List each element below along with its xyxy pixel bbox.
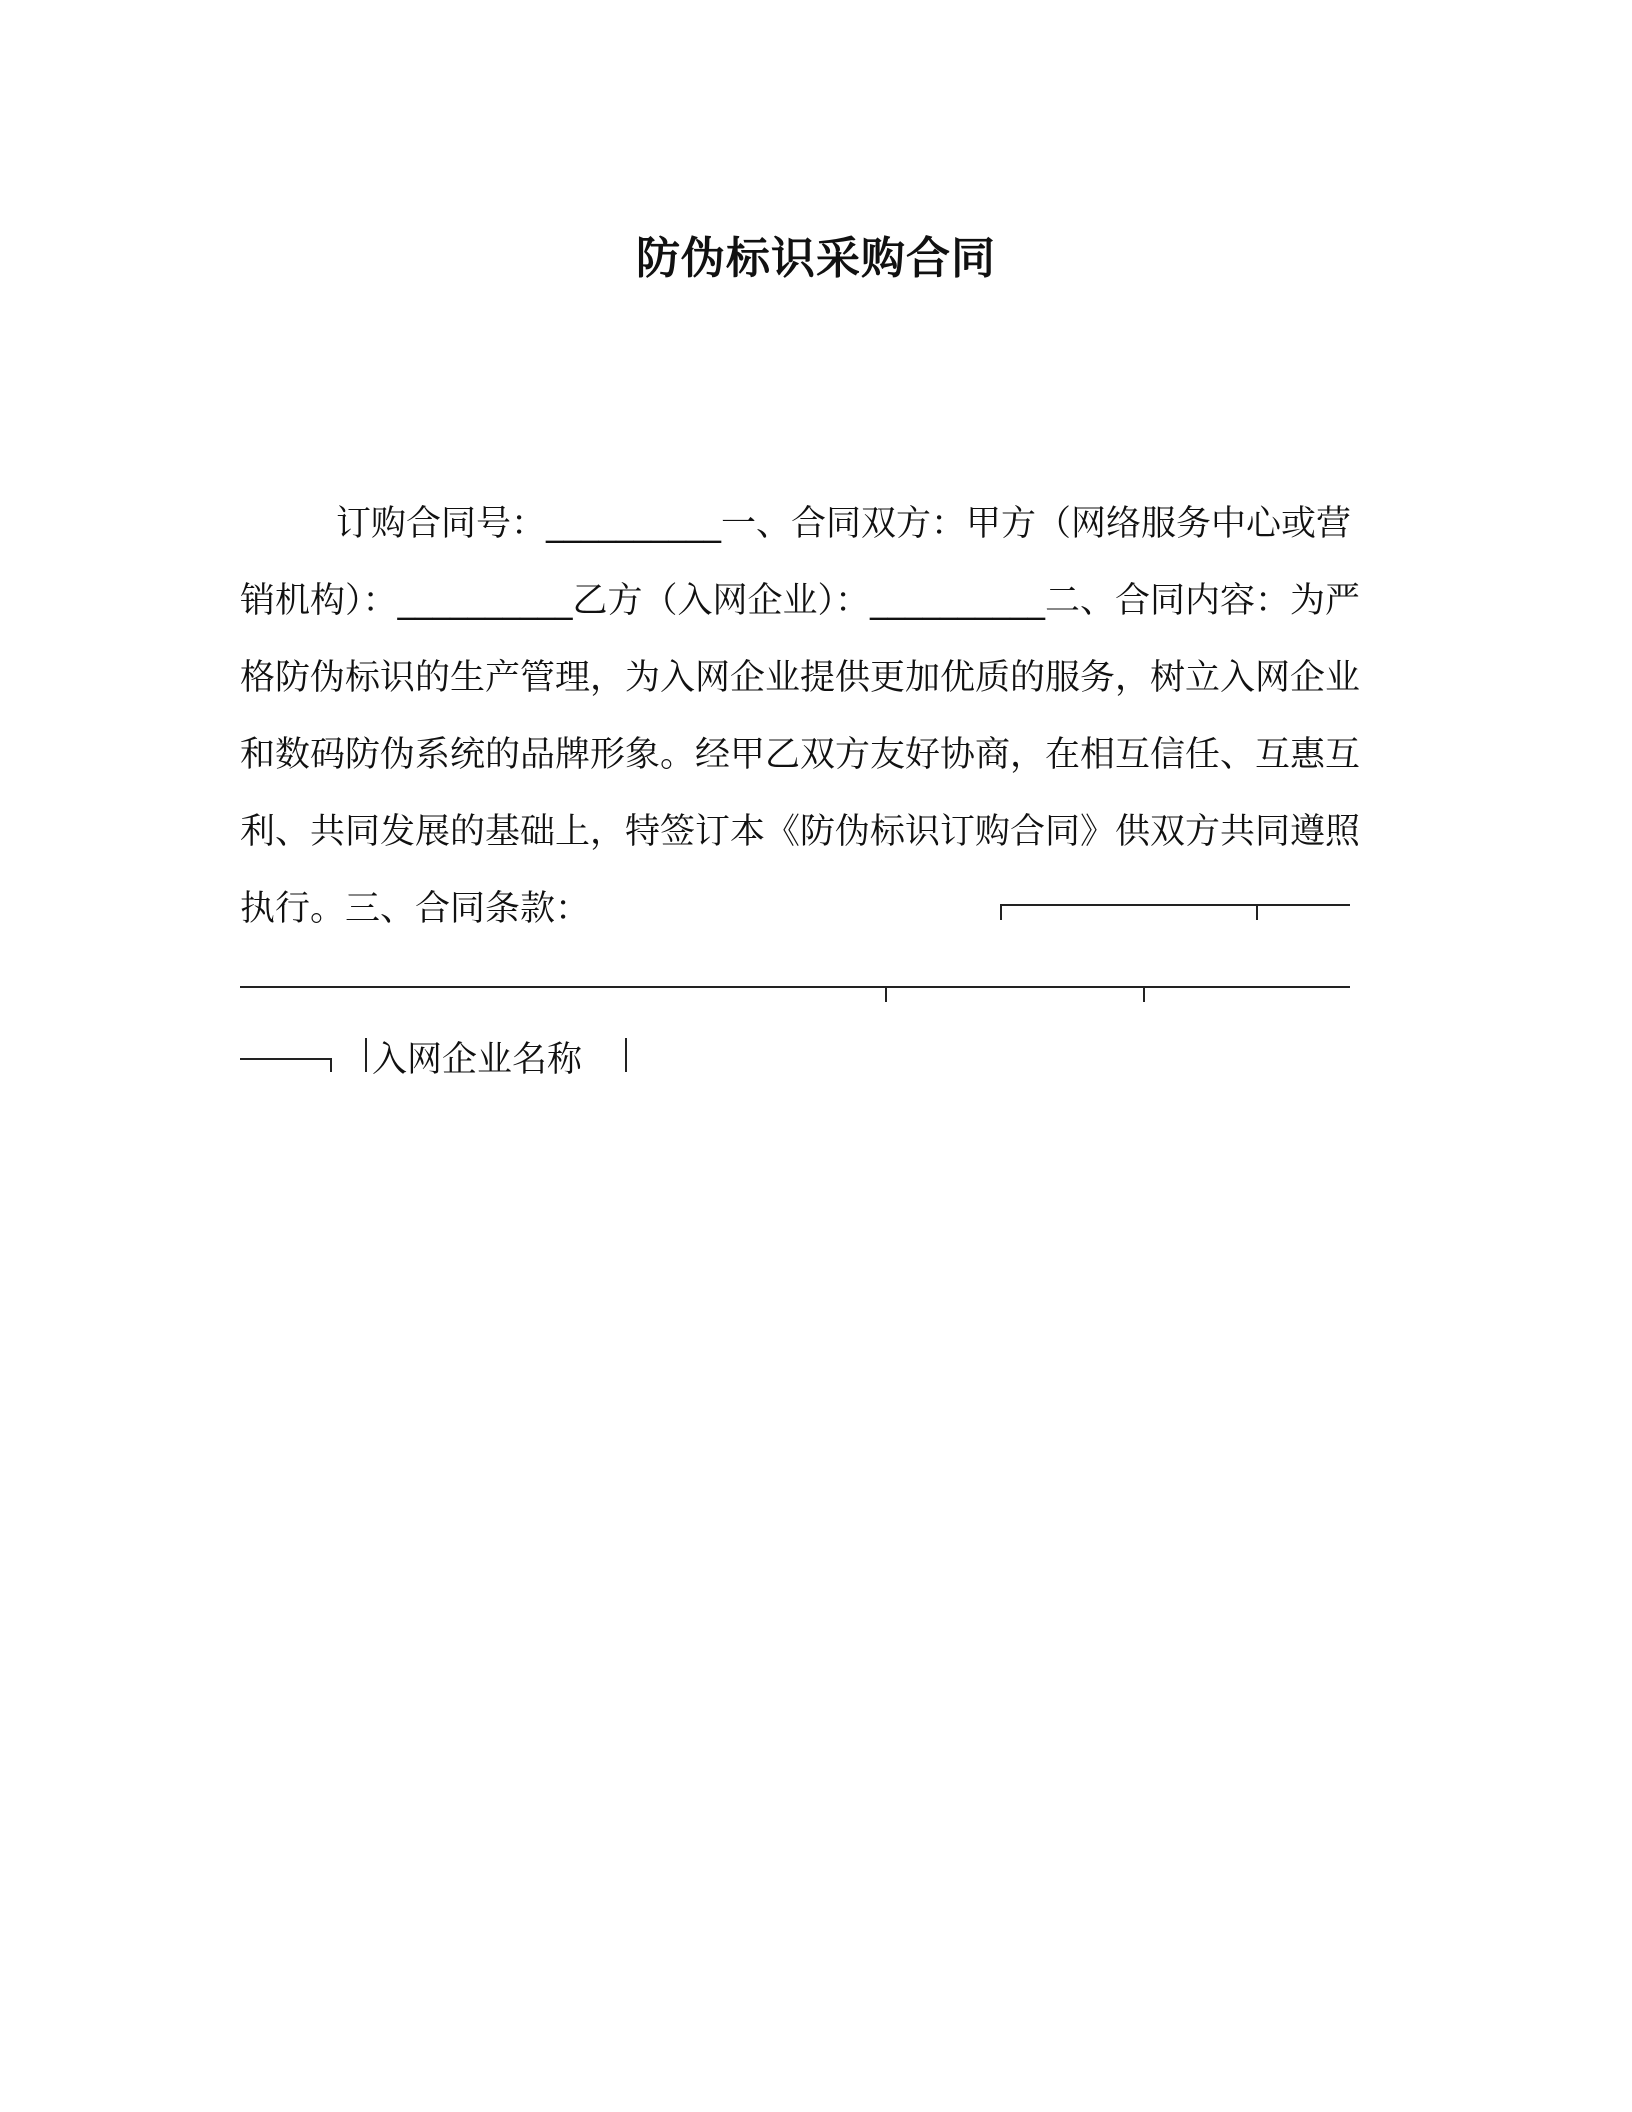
table-border-tick [1143,986,1145,1002]
table-top-border-right [1000,904,1350,906]
table-middle-border [240,986,1350,988]
table-border-tick [1256,904,1258,920]
table-border-tick [885,986,887,1002]
document-title: 防伪标识采购合同 [636,233,996,284]
table-border-tick [330,1058,332,1072]
table-border-tick [1000,904,1002,920]
table-row-border-left [240,1058,332,1060]
table-cell-enterprise-name: 入网企业名称 [372,1040,583,1080]
table-cell-divider [365,1038,367,1072]
table-cell-divider [625,1038,627,1072]
contract-body-paragraph: 订购合同号：__________一、合同双方：甲方（网络服务中心或营销机构）：__________乙方（入网企业）：__________二、合同内容：为严格防伪标识的生产管理，为入网企业提供更加优质的服务，树立入网企业和数码防伪系统的品牌形象。经甲乙双方友好协商，在相互信任、互惠互利、共同发展的基础上，特签订本《防伪标识订购合同》供双方共同遵照执行。三、合同条款： [240,504,1361,929]
